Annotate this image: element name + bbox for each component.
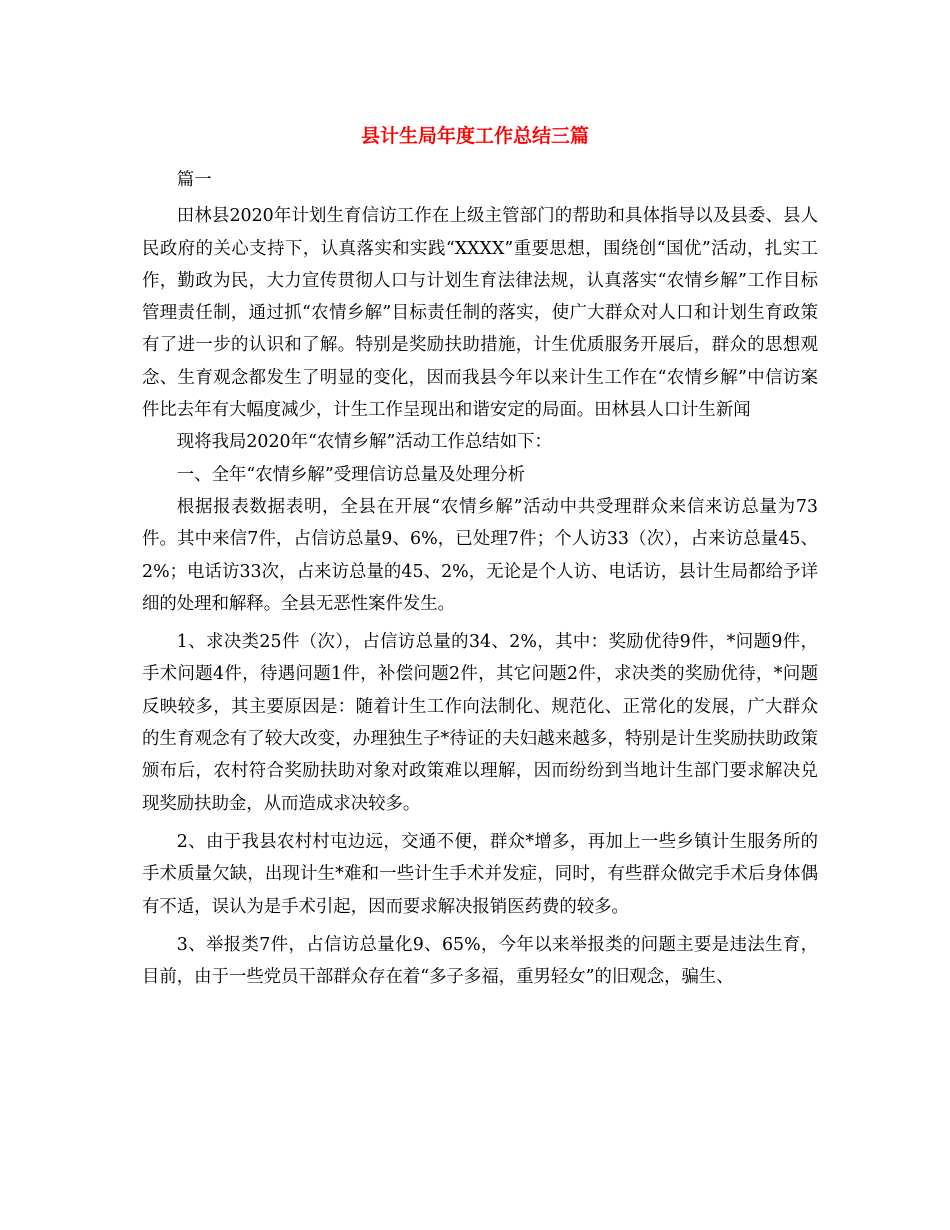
document-body: [142, 164, 818, 993]
paragraph-item-3: 3、举报类7件，占信访总量化9、65%，今年以来举报类的问题主要是违法生育，目前，由于一些党员干部群众存在着“多子多福，重男轻女”的旧观念，骗生、: [142, 934, 818, 988]
paragraph-statistics: 根据报表数据表明，全县在开展“农情乡解”活动中共受理群众来信来访总量为73件。其中来信7件，占信访总量9、6%，已处理7件；个人访33（次），占来访总量45、2%；电话访33次，占来访总量的45、2%，无论是个人访、电话访，县计生局都给予详细的处理和解释。全县无恶性案件发生。: [142, 496, 818, 614]
section-label: 篇一: [176, 170, 212, 190]
paragraph-item-1: 1、求决类25件（次），占信访总量的34、2%，其中：奖励优待9件，*问题9件，手术问题4件，待遇问题1件，补偿问题2件，其它问题2件，求决类的奖励优待，*问题反映较多，其主要原因是：随着计生工作向法制化、规范化、正常化的发展，广大群众的生育观念有了较大改变，办理独生子*待证的夫妇越来越多，特别是计生奖励扶助政策颁布后，农村符合奖励扶助对象对政策难以理解，因而纷纷到当地计生部门要求解决兑现奖励扶助金，从而造成求决较多。: [142, 632, 818, 814]
paragraph-summary-lead: 现将我局2020年“农情乡解”活动工作总结如下：: [176, 432, 552, 453]
section-heading-1: 一、全年“农情乡解”受理信访总量及处理分析: [176, 464, 526, 485]
document-title: 县计生局年度工作总结三篇: [360, 125, 589, 147]
paragraph-item-2: 2、由于我县农村村屯边远，交通不便，群众*增多，再加上一些乡镇计生服务所的手术质量欠缺，出现计生*难和一些计生手术并发症，同时，有些群众做完手术后身体偶有不适，误认为是手术引起，因而要求解决报销医药费的较多。: [142, 831, 818, 917]
paragraph-intro: 田林县2020年计划生育信访工作在上级主管部门的帮助和具体指导以及县委、县人民政府的关心支持下，认真落实和实践“XXXX”重要思想，围绕创“国优”活动，扎实工作，勤政为民，大力宣传贯彻人口与计划生育法律法规，认真落实“农情乡解”工作目标管理责任制，通过抓“农情乡解”目标责任制的落实，使广大群众对人口和计划生育政策有了进一步的认识和了解。特别是奖励扶助措施，计生优质服务开展后，群众的思想观念、生育观念都发生了明显的变化，因而我县今年以来计生工作在“农情乡解”中信访案件比去年有大幅度减少，计生工作呈现出和谐安定的局面。田林县人口计生新闻: [142, 206, 818, 421]
